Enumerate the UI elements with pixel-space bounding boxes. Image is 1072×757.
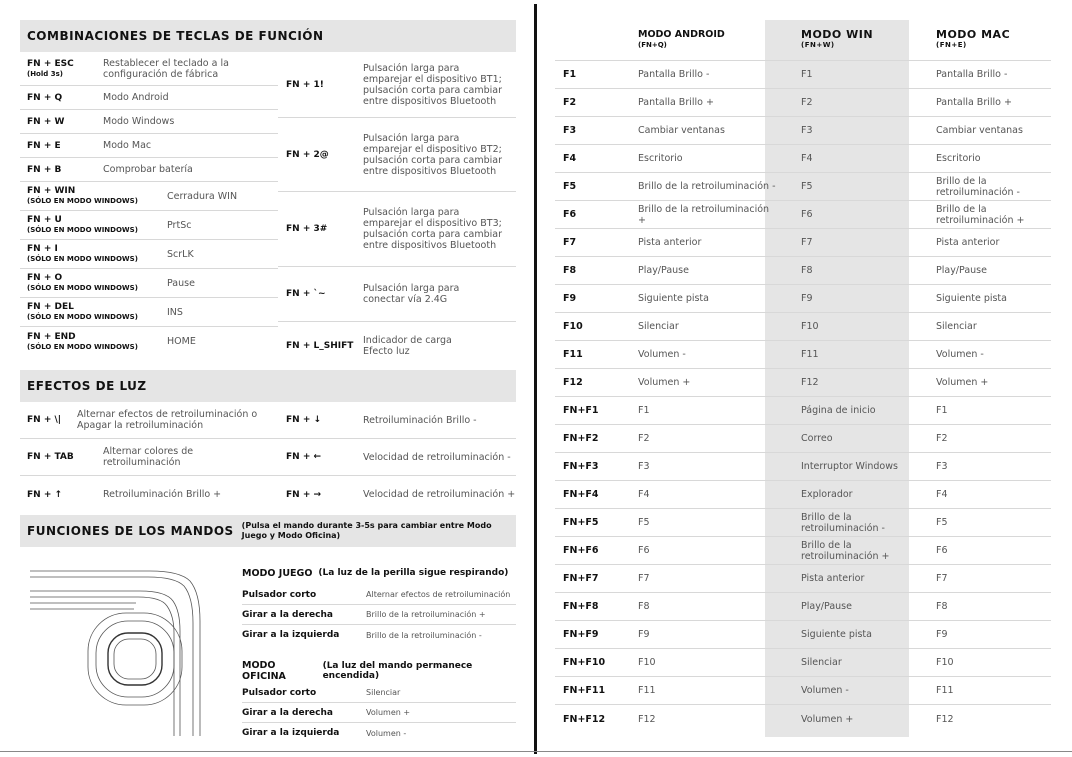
android-cell: Silenciar bbox=[638, 321, 679, 332]
android-cell: Volumen - bbox=[638, 349, 686, 360]
combo-key: FN + I (SÓLO EN MODO WINDOWS) bbox=[27, 244, 138, 263]
knob-action: Pulsador corto bbox=[242, 687, 317, 698]
table-row bbox=[555, 61, 1051, 89]
android-cell: Siguiente pista bbox=[638, 293, 709, 304]
combo-desc: HOME bbox=[167, 336, 196, 347]
combo-desc: Pulsación larga para emparejar el dispositivo BT3; pulsación corta para cambiar entre dispositivos Bluetooth bbox=[363, 207, 502, 251]
table-row bbox=[555, 453, 1051, 481]
android-cell: F9 bbox=[638, 629, 650, 640]
table-row bbox=[555, 677, 1051, 705]
table-row bbox=[555, 425, 1051, 453]
mac-cell: F3 bbox=[936, 461, 948, 472]
knob-row bbox=[242, 703, 516, 723]
row-key: F10 bbox=[563, 321, 583, 332]
row-key: FN+F6 bbox=[563, 545, 599, 556]
light-right-column bbox=[278, 402, 516, 513]
combo-key: FN + 2@ bbox=[286, 149, 329, 160]
mac-cell: F7 bbox=[936, 573, 948, 584]
knob-effect: Silenciar bbox=[366, 688, 401, 697]
mac-cell: F1 bbox=[936, 405, 948, 416]
android-cell: F5 bbox=[638, 517, 650, 528]
combo-desc: ScrLK bbox=[167, 248, 194, 260]
table-row bbox=[555, 565, 1051, 593]
combo-key: FN + END (SÓLO EN MODO WINDOWS) bbox=[27, 331, 138, 351]
table-row bbox=[555, 705, 1051, 733]
table-row bbox=[555, 341, 1051, 369]
win-cell: F9 bbox=[801, 293, 813, 304]
android-cell: F6 bbox=[638, 545, 650, 556]
combo-desc: Pause bbox=[167, 277, 195, 289]
android-cell: Cambiar ventanas bbox=[638, 125, 725, 136]
android-cell: F10 bbox=[638, 657, 656, 668]
header-mac: MODO MAC (FN+E) bbox=[936, 28, 1011, 49]
row-key: FN+F3 bbox=[563, 461, 599, 472]
knob-action: Pulsador corto bbox=[242, 589, 317, 600]
android-cell: Volumen + bbox=[638, 377, 691, 388]
knob-action: Girar a la izquierda bbox=[242, 630, 340, 640]
light-desc: Velocidad de retroiluminación + bbox=[363, 489, 516, 500]
row-key: F3 bbox=[563, 125, 577, 136]
mac-cell: F9 bbox=[936, 629, 948, 640]
knob-effect: Volumen - bbox=[366, 728, 407, 738]
row-key: FN+F8 bbox=[563, 601, 599, 612]
mac-cell: F8 bbox=[936, 601, 948, 612]
win-cell: Siguiente pista bbox=[801, 629, 872, 640]
win-cell: Interruptor Windows bbox=[801, 461, 898, 472]
win-cell: Correo bbox=[801, 433, 833, 444]
light-row bbox=[20, 439, 278, 476]
table-row bbox=[555, 313, 1051, 341]
combo-desc: Comprobar batería bbox=[103, 164, 193, 175]
row-key: F5 bbox=[563, 181, 577, 192]
combo-key: FN + W bbox=[27, 116, 65, 127]
win-cell: Brillo de la retroiluminación - bbox=[801, 511, 885, 534]
combo-desc: INS bbox=[167, 306, 183, 318]
win-cell: F6 bbox=[801, 209, 813, 220]
light-key: FN + ↓ bbox=[286, 415, 322, 425]
combo-row bbox=[20, 158, 278, 182]
light-key: FN + \| bbox=[27, 415, 62, 425]
modes-table-body bbox=[555, 61, 1051, 733]
knob-action: Girar a la derecha bbox=[242, 609, 333, 620]
win-cell: F5 bbox=[801, 181, 813, 192]
light-desc: Retroiluminación Brillo + bbox=[103, 489, 222, 500]
mac-cell: Volumen + bbox=[936, 377, 989, 388]
light-left-column bbox=[20, 402, 278, 513]
android-cell: F11 bbox=[638, 685, 656, 696]
row-key: F9 bbox=[563, 293, 577, 304]
mac-cell: Brillo de la retroiluminación + bbox=[936, 203, 1025, 226]
knob-row bbox=[242, 605, 516, 625]
combo-desc: Pulsación larga para emparejar el dispositivo BT1; pulsación corta para cambiar entre dispositivos Bluetooth bbox=[363, 62, 502, 107]
header-android: MODO ANDROID (FN+Q) bbox=[638, 29, 725, 49]
knob-header bbox=[20, 515, 516, 547]
combo-row bbox=[20, 110, 278, 134]
table-row bbox=[555, 145, 1051, 173]
knob-title: FUNCIONES DE LOS MANDOS bbox=[27, 524, 234, 538]
knob-effect: Brillo de la retroiluminación - bbox=[366, 630, 482, 640]
light-key: FN + ← bbox=[286, 452, 322, 462]
combo-desc: Pulsación larga para conectar vía 2.4G bbox=[363, 283, 460, 305]
android-cell: Pista anterior bbox=[638, 237, 702, 248]
knob-row bbox=[242, 723, 516, 743]
bottom-rule bbox=[0, 751, 1072, 752]
mac-cell: Pista anterior bbox=[936, 237, 1000, 248]
mac-cell: Pantalla Brillo - bbox=[936, 69, 1008, 80]
android-cell: Brillo de la retroiluminación - bbox=[638, 181, 776, 192]
combo-desc: Restablecer el teclado a la configuración de fábrica bbox=[103, 57, 229, 80]
win-cell: F3 bbox=[801, 125, 813, 136]
light-row bbox=[20, 402, 278, 439]
combo-row bbox=[20, 269, 278, 298]
combo-row bbox=[20, 211, 278, 240]
mac-cell: F5 bbox=[936, 517, 948, 528]
light-row bbox=[20, 476, 278, 513]
light-effects-header bbox=[20, 370, 516, 402]
combo-row bbox=[20, 134, 278, 158]
light-desc: Alternar colores de retroiluminación bbox=[103, 446, 194, 468]
game-mode-header bbox=[242, 561, 516, 585]
table-row bbox=[555, 173, 1051, 201]
row-key: FN+F4 bbox=[563, 489, 599, 500]
game-mode-title: MODO JUEGO bbox=[242, 567, 313, 579]
combo-desc: Pulsación larga para emparejar el dispositivo BT2; pulsación corta para cambiar entre dispositivos Bluetooth bbox=[363, 132, 502, 177]
combo-key: FN + E bbox=[27, 140, 61, 151]
knob-row bbox=[242, 585, 516, 605]
row-key: F2 bbox=[563, 97, 577, 108]
combo-key: FN + U (SÓLO EN MODO WINDOWS) bbox=[27, 215, 138, 234]
knob-action: Girar a la derecha bbox=[242, 707, 333, 718]
knob-effect: Volumen + bbox=[366, 708, 411, 717]
table-row bbox=[555, 397, 1051, 425]
light-key: FN + ↑ bbox=[27, 489, 63, 500]
row-key: F6 bbox=[563, 209, 577, 220]
combinations-header bbox=[20, 20, 516, 52]
combo-key: FN + `~ bbox=[286, 289, 326, 299]
mac-cell: Volumen - bbox=[936, 349, 984, 360]
win-cell: Silenciar bbox=[801, 657, 842, 668]
light-desc: Velocidad de retroiluminación - bbox=[363, 451, 511, 463]
combo-key: FN + 3# bbox=[286, 224, 328, 234]
knob-row bbox=[242, 683, 516, 703]
win-cell: Volumen + bbox=[801, 713, 854, 725]
mac-cell: F11 bbox=[936, 685, 954, 696]
light-row bbox=[278, 402, 516, 439]
combo-row bbox=[278, 267, 516, 322]
knob-section bbox=[20, 547, 516, 747]
combo-row bbox=[20, 327, 278, 356]
modes-table bbox=[555, 20, 1051, 733]
android-cell: Brillo de la retroiluminación + bbox=[638, 203, 770, 226]
row-key: FN+F10 bbox=[563, 657, 606, 668]
office-mode-title: MODO OFICINA bbox=[242, 660, 286, 682]
combinations-title: COMBINACIONES DE TECLAS DE FUNCIÓN bbox=[27, 29, 324, 43]
combo-key: FN + L_SHIFT bbox=[286, 341, 354, 351]
table-row bbox=[555, 201, 1051, 229]
game-mode-note: (La luz de la perilla sigue respirando) bbox=[318, 568, 509, 578]
left-page bbox=[20, 20, 516, 747]
android-cell: Pantalla Brillo - bbox=[638, 69, 710, 80]
combo-row bbox=[278, 118, 516, 192]
mac-cell: Play/Pause bbox=[936, 265, 987, 276]
win-cell: Brillo de la retroiluminación + bbox=[801, 539, 890, 562]
win-cell: F10 bbox=[801, 321, 819, 332]
table-row bbox=[555, 621, 1051, 649]
android-cell: F8 bbox=[638, 601, 650, 612]
win-cell: F11 bbox=[801, 349, 819, 360]
light-row bbox=[278, 439, 516, 476]
android-cell: F12 bbox=[638, 713, 656, 725]
mac-cell: Siguiente pista bbox=[936, 293, 1007, 304]
android-cell: Escritorio bbox=[638, 153, 683, 164]
combo-key: FN + Q bbox=[27, 92, 63, 103]
light-effects-title: EFECTOS DE LUZ bbox=[27, 379, 147, 393]
android-cell: Pantalla Brillo + bbox=[638, 97, 714, 108]
combo-key: FN + 1! bbox=[286, 79, 324, 90]
row-key: F4 bbox=[563, 153, 577, 164]
row-key: FN+F11 bbox=[563, 685, 606, 696]
table-row bbox=[555, 537, 1051, 565]
android-cell: F2 bbox=[638, 433, 650, 444]
mac-cell: F2 bbox=[936, 433, 948, 444]
header-win: MODO WIN (FN+W) bbox=[801, 28, 874, 49]
modes-table-header bbox=[555, 20, 1051, 61]
row-key: F7 bbox=[563, 237, 577, 248]
win-cell: F2 bbox=[801, 97, 813, 108]
android-cell: F1 bbox=[638, 405, 650, 416]
table-row bbox=[555, 369, 1051, 397]
android-cell: F4 bbox=[638, 489, 650, 500]
knob-illustration bbox=[30, 561, 230, 741]
row-key: FN+F12 bbox=[563, 713, 606, 725]
row-key: F11 bbox=[563, 349, 583, 360]
knob-modes bbox=[242, 561, 516, 743]
row-key: FN+F7 bbox=[563, 573, 599, 584]
row-key: F8 bbox=[563, 265, 577, 276]
combo-desc: Modo Mac bbox=[103, 140, 152, 151]
table-row bbox=[555, 285, 1051, 313]
table-row bbox=[555, 229, 1051, 257]
combo-row bbox=[20, 182, 278, 211]
combo-key: FN + ESC (Hold 3s) bbox=[27, 58, 74, 78]
office-mode-note: (La luz del mando permanece encendida) bbox=[322, 661, 473, 681]
combo-key: FN + B bbox=[27, 164, 62, 175]
row-key: FN+F5 bbox=[563, 517, 599, 528]
combo-desc: Indicador de carga Efecto luz bbox=[363, 335, 452, 357]
mac-cell: F10 bbox=[936, 657, 954, 668]
win-cell: Explorador bbox=[801, 489, 853, 500]
light-effects-table bbox=[20, 402, 516, 513]
light-key: FN + TAB bbox=[27, 452, 74, 462]
win-cell: Página de inicio bbox=[801, 405, 876, 416]
light-desc: Alternar efectos de retroiluminación o Apagar la retroiluminación bbox=[77, 409, 258, 431]
android-cell: F3 bbox=[638, 461, 650, 472]
mac-cell: Pantalla Brillo + bbox=[936, 97, 1012, 108]
win-cell: Play/Pause bbox=[801, 601, 852, 612]
light-key: FN + → bbox=[286, 489, 322, 500]
combinations-right-column bbox=[278, 52, 516, 370]
win-cell: Pista anterior bbox=[801, 573, 865, 584]
table-row bbox=[555, 117, 1051, 145]
row-key: FN+F1 bbox=[563, 405, 599, 416]
combo-desc: Cerradura WIN bbox=[167, 190, 238, 202]
android-cell: F7 bbox=[638, 573, 650, 584]
mac-cell: Cambiar ventanas bbox=[936, 125, 1023, 136]
row-key: FN+F9 bbox=[563, 629, 599, 640]
win-cell: F8 bbox=[801, 265, 813, 276]
android-cell: Play/Pause bbox=[638, 265, 689, 276]
mac-cell: F12 bbox=[936, 713, 954, 725]
combo-key: FN + DEL (SÓLO EN MODO WINDOWS) bbox=[27, 302, 138, 321]
mac-cell: Brillo de la retroiluminación - bbox=[936, 175, 1020, 198]
combinations-left-column bbox=[20, 52, 278, 370]
win-cell: F4 bbox=[801, 153, 813, 164]
combo-row bbox=[20, 298, 278, 327]
combo-row bbox=[278, 192, 516, 267]
combo-row bbox=[20, 240, 278, 269]
row-key: F1 bbox=[563, 69, 577, 80]
table-row bbox=[555, 89, 1051, 117]
win-cell: F1 bbox=[801, 69, 813, 80]
combo-desc: PrtSc bbox=[167, 219, 192, 231]
win-cell: F12 bbox=[801, 377, 819, 388]
table-row bbox=[555, 509, 1051, 537]
light-desc: Retroiluminación Brillo - bbox=[363, 414, 477, 426]
office-mode-header bbox=[242, 659, 516, 683]
table-row bbox=[555, 649, 1051, 677]
mac-cell: F4 bbox=[936, 489, 948, 500]
row-key: F12 bbox=[563, 377, 583, 388]
combo-key: FN + O (SÓLO EN MODO WINDOWS) bbox=[27, 273, 138, 292]
combo-row bbox=[20, 52, 278, 86]
combo-desc: Modo Android bbox=[103, 92, 169, 103]
combinations-table bbox=[20, 52, 516, 370]
combo-row bbox=[278, 52, 516, 118]
combo-key: FN + WIN (SÓLO EN MODO WINDOWS) bbox=[27, 186, 138, 205]
knob-action: Girar a la izquierda bbox=[242, 728, 340, 738]
table-row bbox=[555, 593, 1051, 621]
knob-effect: Brillo de la retroiluminación + bbox=[366, 610, 486, 619]
knob-effect: Alternar efectos de retroiluminación bbox=[366, 590, 511, 599]
combo-desc: Modo Windows bbox=[103, 116, 175, 127]
table-row bbox=[555, 481, 1051, 509]
combo-row bbox=[20, 86, 278, 110]
mac-cell: Escritorio bbox=[936, 153, 981, 164]
win-cell: F7 bbox=[801, 237, 813, 248]
row-key: FN+F2 bbox=[563, 433, 599, 444]
win-cell: Volumen - bbox=[801, 685, 849, 696]
mac-cell: Silenciar bbox=[936, 321, 977, 332]
knob-note: (Pulsa el mando durante 3-5s para cambiar entre Modo Juego y Modo Oficina) bbox=[241, 521, 492, 540]
table-row bbox=[555, 257, 1051, 285]
page-divider bbox=[534, 4, 537, 754]
light-row bbox=[278, 476, 516, 513]
knob-row bbox=[242, 625, 516, 645]
mac-cell: F6 bbox=[936, 545, 948, 556]
combo-row bbox=[278, 322, 516, 370]
